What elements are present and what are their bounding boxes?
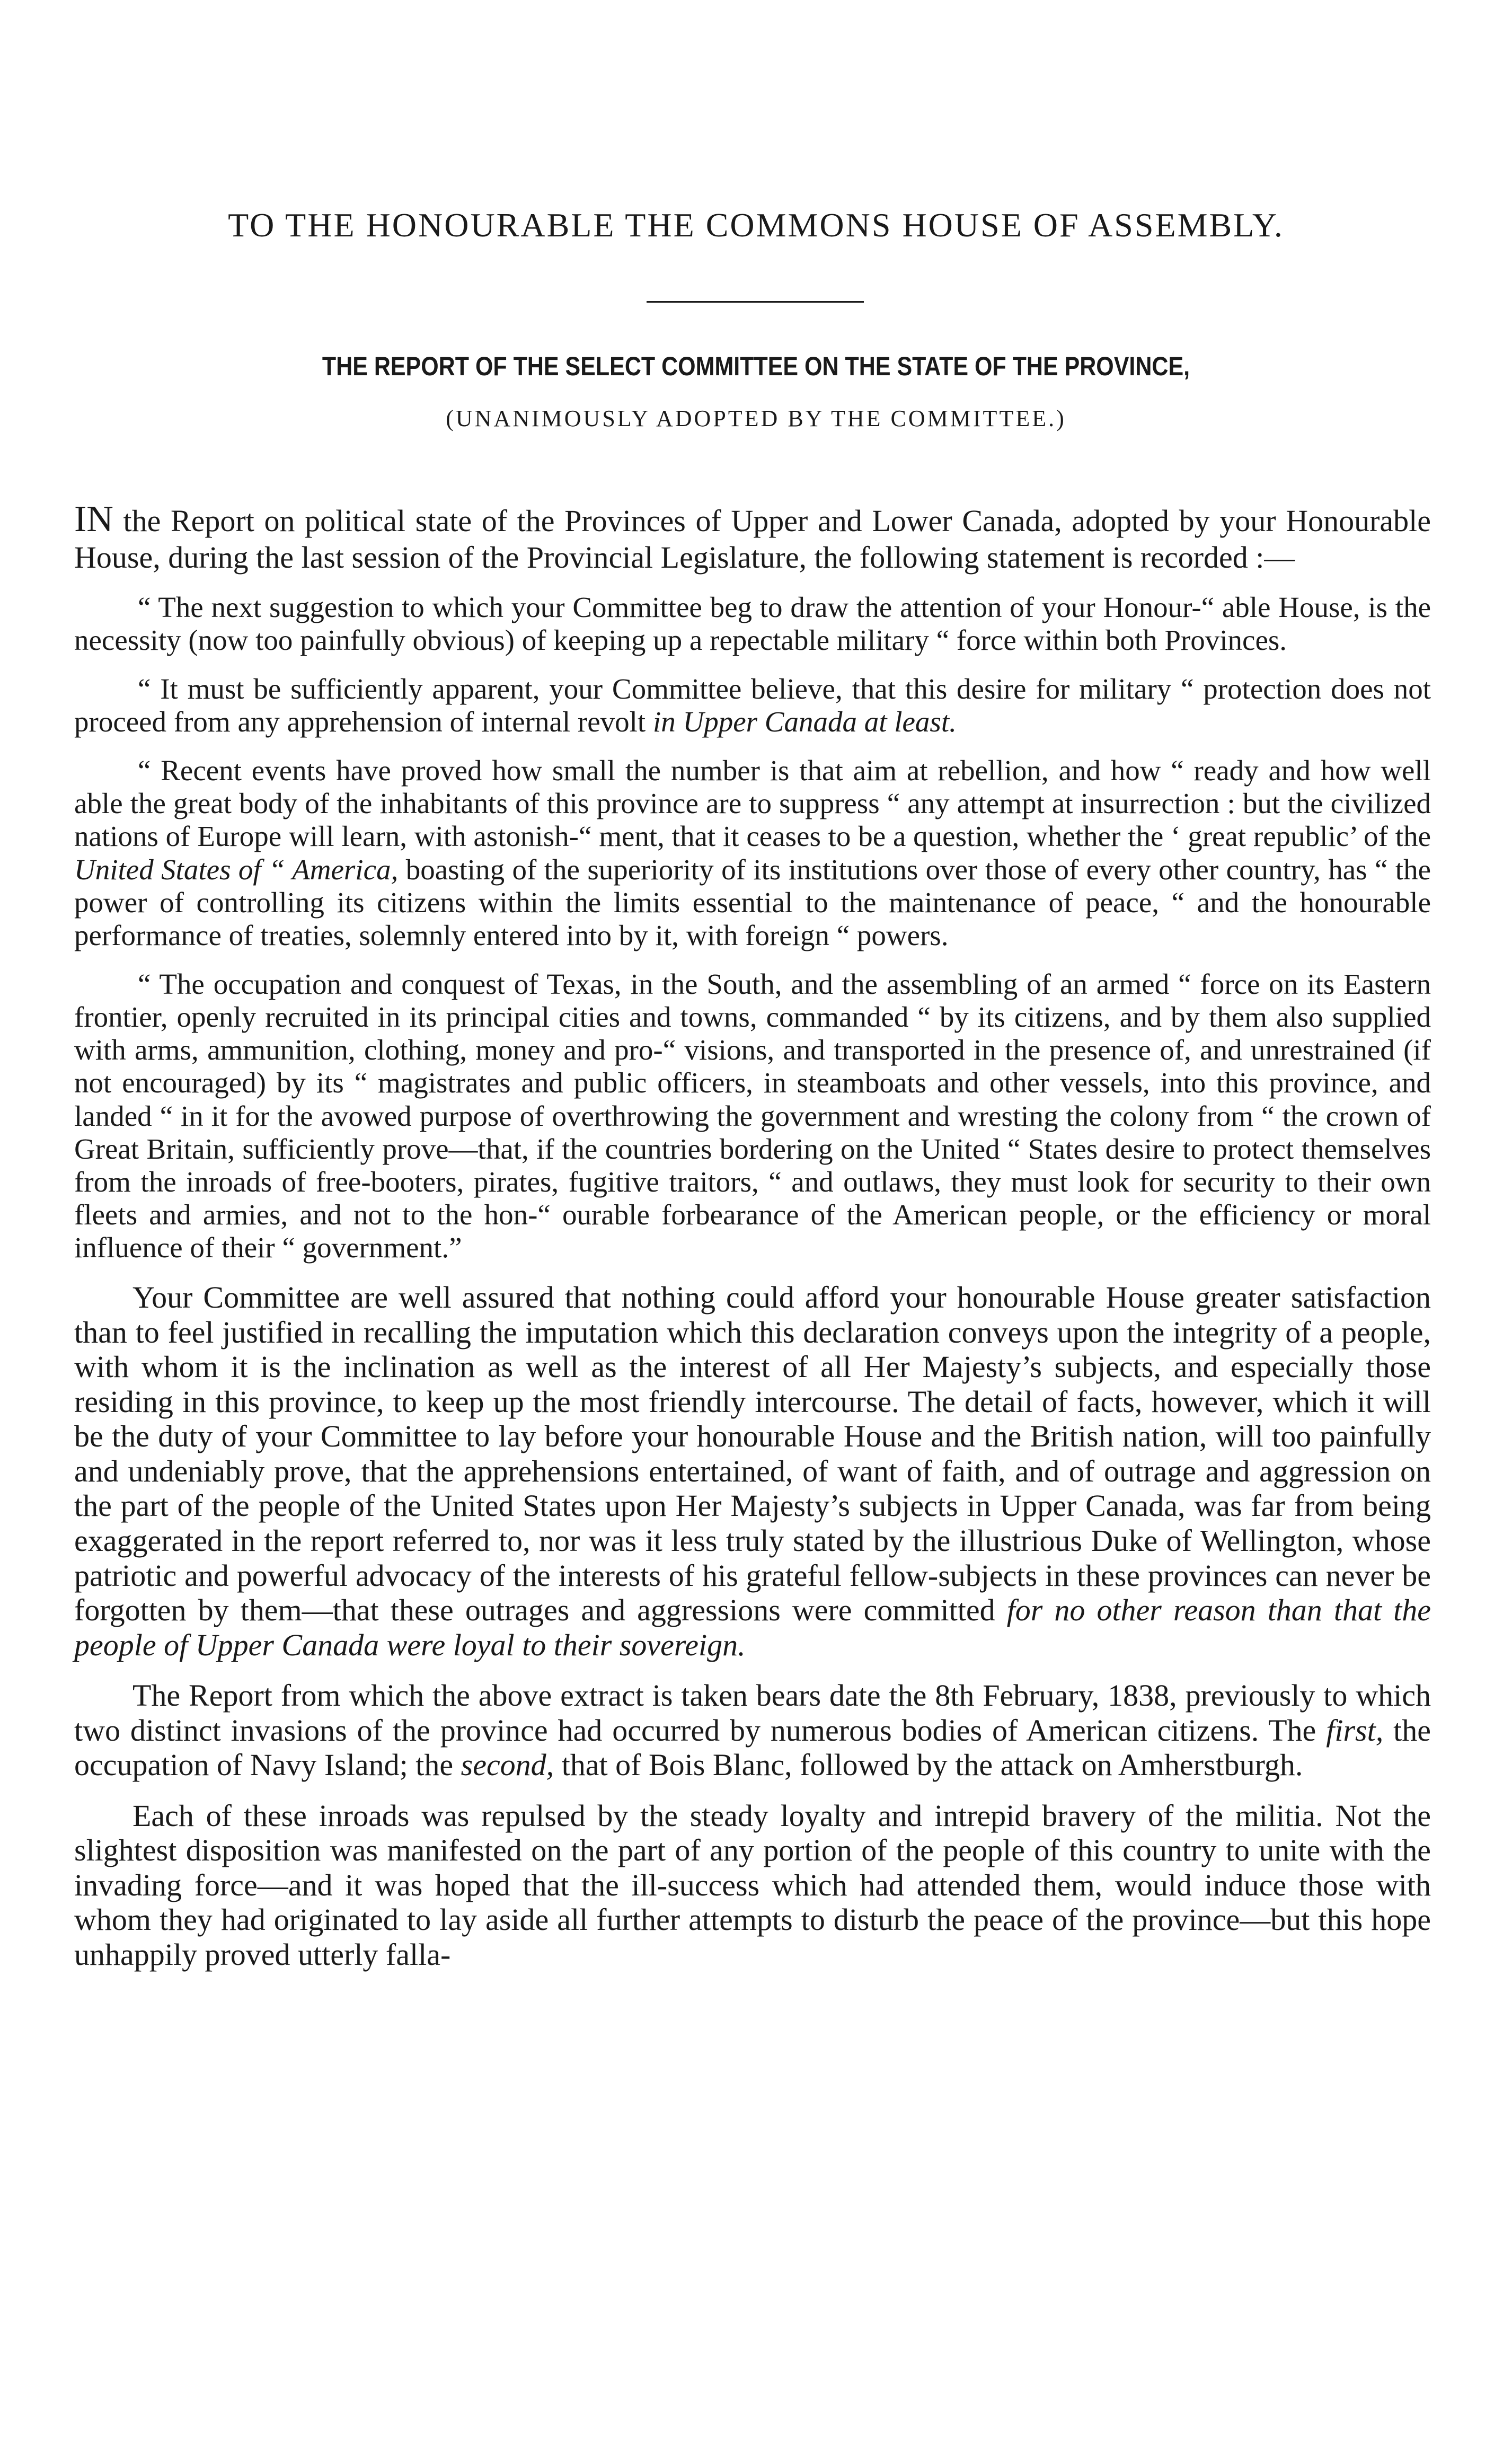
body-paragraph-1 bbox=[74, 1280, 1431, 1662]
document-title: TO THE HONOURABLE THE COMMONS HOUSE OF ASSEMBLY. bbox=[228, 206, 1284, 244]
quote-paragraph-1: “ The next suggestion to which your Committee beg to draw the attention of your Honour-“ able House, is the necessity (now too painfully obvious) of keeping up a repectable military “ force within both Provinces. bbox=[74, 590, 1431, 656]
para1-italic: for no other reason than that the people of Upper Canada were loyal to their sovereign. bbox=[74, 1593, 1431, 1662]
quote2-italic: in Upper Canada at least. bbox=[652, 705, 957, 738]
quote2-text: “ It must be sufficiently apparent, your Committee believe, that this desire for military “ protection does not proceed from any apprehension of internal revolt bbox=[74, 672, 1431, 738]
quote-paragraph-2 bbox=[74, 673, 1431, 738]
para2-part-a: The Report from which the above extract is taken bears date the 8th February, 1838, previously to which two distinct invasions of the province had occurred by numerous bodies of American citizens. The bbox=[74, 1678, 1431, 1748]
intro-cap: IN bbox=[74, 499, 113, 540]
para2-second: second, bbox=[461, 1748, 554, 1783]
intro-text: the Report on political state of the Provinces of Upper and Lower Canada, adopted by your Honourable House, during the last session of the Provincial Legislature, the following statement is recorded :— bbox=[74, 504, 1431, 575]
quote3-italic: United States of “ America, bbox=[74, 853, 399, 886]
title-divider bbox=[647, 301, 864, 303]
quote3-part-a: “ Recent events have proved how small the number is that aim at rebellion, and how “ ready and how well able the great body of the inhabitants of this province are to suppress “ any attempt at insurrection : but the civilized nations of Europe will learn, with astonish-“ ment, that it ceases to be a question, whether the ‘ great republic’ of the bbox=[74, 754, 1431, 853]
body-paragraph-2 bbox=[74, 1678, 1431, 1783]
para2-first: first, bbox=[1326, 1713, 1384, 1748]
report-subtitle: THE REPORT OF THE SELECT COMMITTEE ON THE STATE OF THE PROVINCE, bbox=[322, 351, 1190, 381]
para1-text: Your Committee are well assured that nothing could afford your honourable House greater satisfaction than to feel justified in recalling the imputation which this declaration conveys upon the integrity of a people, with whom it is the inclination as well as the interest of all Her Majesty’s subjects, and especially those residing in this province, to keep up the most friendly intercourse. The detail of facts, however, which it will be the duty of your Committee to lay before your honourable House and the British nation, will too painfully and undeniably prove, that the apprehensions entertained, of want of faith, and of outrage and aggression on the part of the people of the United States upon Her Majesty’s subjects in Upper Canada, was far from being exaggerated in the report referred to, nor was it less truly stated by the illustrious Duke of Wellington, whose patriotic and powerful advocacy of the interests of his grateful fellow-subjects in these provinces can never be forgotten by them—that these outrages and aggressions were committed bbox=[74, 1280, 1431, 1628]
para2-part-b: the occupation of Navy Island; the bbox=[74, 1713, 1431, 1783]
body-paragraph-3: Each of these inroads was repulsed by the steady loyalty and intrepid bravery of the militia. Not the slightest disposition was manifested on the part of any portion of the people of this country to unite with the invading force—and it was hoped that the ill-success which had attended them, would induce those with whom they had originated to lay aside all further attempts to disturb the peace of the province—but this hope unhappily proved utterly falla- bbox=[74, 1798, 1431, 1972]
intro-paragraph bbox=[74, 498, 1431, 575]
para2-part-c: that of Bois Blanc, followed by the attack on Amherstburgh. bbox=[561, 1748, 1303, 1783]
document-body bbox=[74, 498, 1431, 1988]
quote3-part-b: boasting of the superiority of its institutions over those of every other country, has “ the power of controlling its citizens within the limits essential to the maintenance of peace, “ and the honourable performance of treaties, solemnly entered into by it, with foreign “ powers. bbox=[74, 853, 1431, 951]
quote-paragraph-4: “ The occupation and conquest of Texas, in the South, and the assembling of an armed “ force on its Eastern frontier, openly recruited in its principal cities and towns, commanded “ by its citizens, and by them also supplied with arms, ammunition, clothing, money and pro-“ visions, and transported in the presence of, and unrestrained (if not encouraged) by its “ magistrates and public officers, in steamboats and other vessels, into this province, and landed “ in it for the avowed purpose of overthrowing the government and wresting the colony from “ the crown of Great Britain, sufficiently prove—that, if the countries bordering on the United “ States desire to protect themselves from the inroads of free-booters, pirates, fugitive traitors, “ and outlaws, they must look for security to their own fleets and armies, and not to the hon-“ ourable forbearance of the American people, or the efficiency or moral influence of their “ government.” bbox=[74, 968, 1431, 1264]
adopted-note: (UNANIMOUSLY ADOPTED BY THE COMMITTEE.) bbox=[446, 405, 1066, 431]
quote-paragraph-3 bbox=[74, 754, 1431, 952]
